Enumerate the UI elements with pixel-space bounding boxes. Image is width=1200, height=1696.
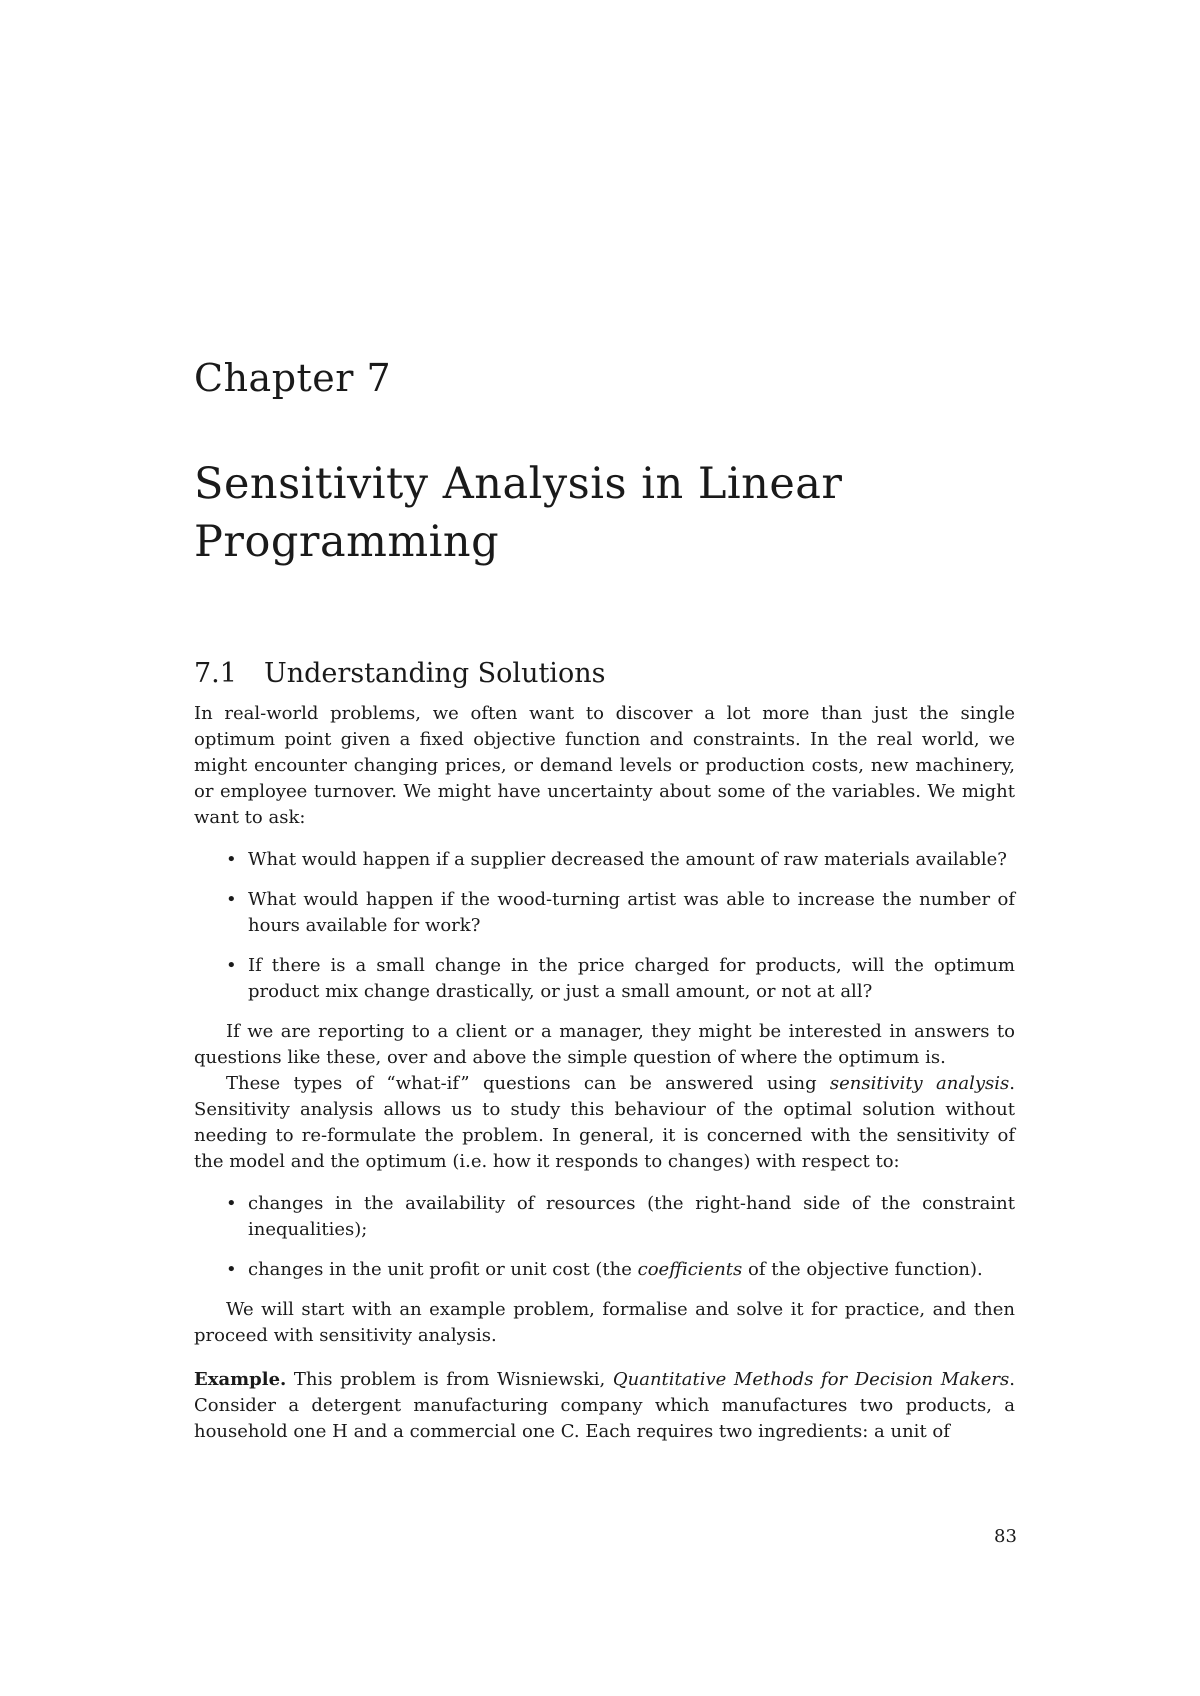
- list-item: [194, 1191, 1015, 1243]
- section-title: Understanding Solutions: [264, 658, 606, 689]
- list-item: [194, 847, 1015, 873]
- list-item-text-end: of the objective function).: [742, 1259, 983, 1280]
- page-number: 83: [994, 1526, 1017, 1547]
- bullet-icon: •: [226, 955, 237, 976]
- list-item: [194, 1257, 1015, 1283]
- list-item-text: changes in the availability of resources (the right-hand side of the constraint inequalities);: [248, 1193, 1015, 1240]
- list-item: [194, 953, 1015, 1005]
- list-item: [194, 887, 1015, 939]
- list-item-text: What would happen if a supplier decreased the amount of raw materials available?: [248, 849, 1007, 870]
- bullet-icon: •: [226, 849, 237, 870]
- list-item-text: [248, 1259, 983, 1280]
- reporting-paragraph: If we are reporting to a client or a manager, they might be interested in answers to questions like these, over and above the simple question of where the optimum is.: [194, 1021, 1015, 1068]
- bullet-icon: •: [226, 889, 237, 910]
- chapter-title: Sensitivity Analysis in Linear Programming: [194, 459, 843, 567]
- sensitivity-paragraph: [194, 1071, 1015, 1175]
- list-item-text: What would happen if the wood-turning artist was able to increase the number of hours available for work?: [248, 889, 1015, 936]
- example-text-start: This problem is from Wisniewski,: [286, 1369, 613, 1390]
- bullet-icon: •: [226, 1193, 237, 1214]
- sensitivity-text-start: These types of “what-if” questions can be answered using: [226, 1073, 830, 1094]
- list-item-text: If there is a small change in the price charged for products, will the optimum product mix change drastically, or just a small amount, or not at all?: [248, 955, 1015, 1002]
- example-label: Example.: [194, 1369, 287, 1390]
- intro-paragraph: In real-world problems, we often want to discover a lot more than just the single optimum point given a fixed objective function and constraints. In the real world, we might encounter changing prices, or demand levels or production costs, new machinery, or employee turnover. We might have uncertainty about some of the variables. We might want to ask:: [194, 703, 1015, 828]
- page-content: [194, 355, 1015, 1445]
- start-paragraph: We will start with an example problem, formalise and solve it for practice, and then proceed with sensitivity analysis.: [194, 1299, 1015, 1346]
- bullet-icon: •: [226, 1259, 237, 1280]
- section-heading: [194, 657, 1015, 691]
- section-number: 7.1: [194, 658, 237, 689]
- example-paragraph: [194, 1367, 1015, 1445]
- sensitivity-text-end: . Sensitivity analysis allows us to study this behaviour of the optimal solution without needing to re-formulate the problem. In general, it is concerned with the sensitivity of the model and the optimum (i.e. how it responds to changes) with respect to:: [194, 1073, 1015, 1172]
- changes-list: [194, 1191, 1015, 1283]
- coefficients-term: coefficients: [637, 1259, 743, 1280]
- book-title: Quantitative Methods for Decision Makers: [612, 1369, 1010, 1390]
- sensitivity-term: sensitivity analysis: [829, 1073, 1010, 1094]
- question-list: [194, 847, 1015, 1005]
- list-item-text-start: changes in the unit profit or unit cost (the: [248, 1259, 638, 1280]
- example-text-end: . Consider a detergent manufacturing company which manufactures two products, a household one H and a commercial one C. Each requires two ingredients: a unit of: [194, 1369, 1015, 1442]
- chapter-label: Chapter 7: [194, 356, 392, 400]
